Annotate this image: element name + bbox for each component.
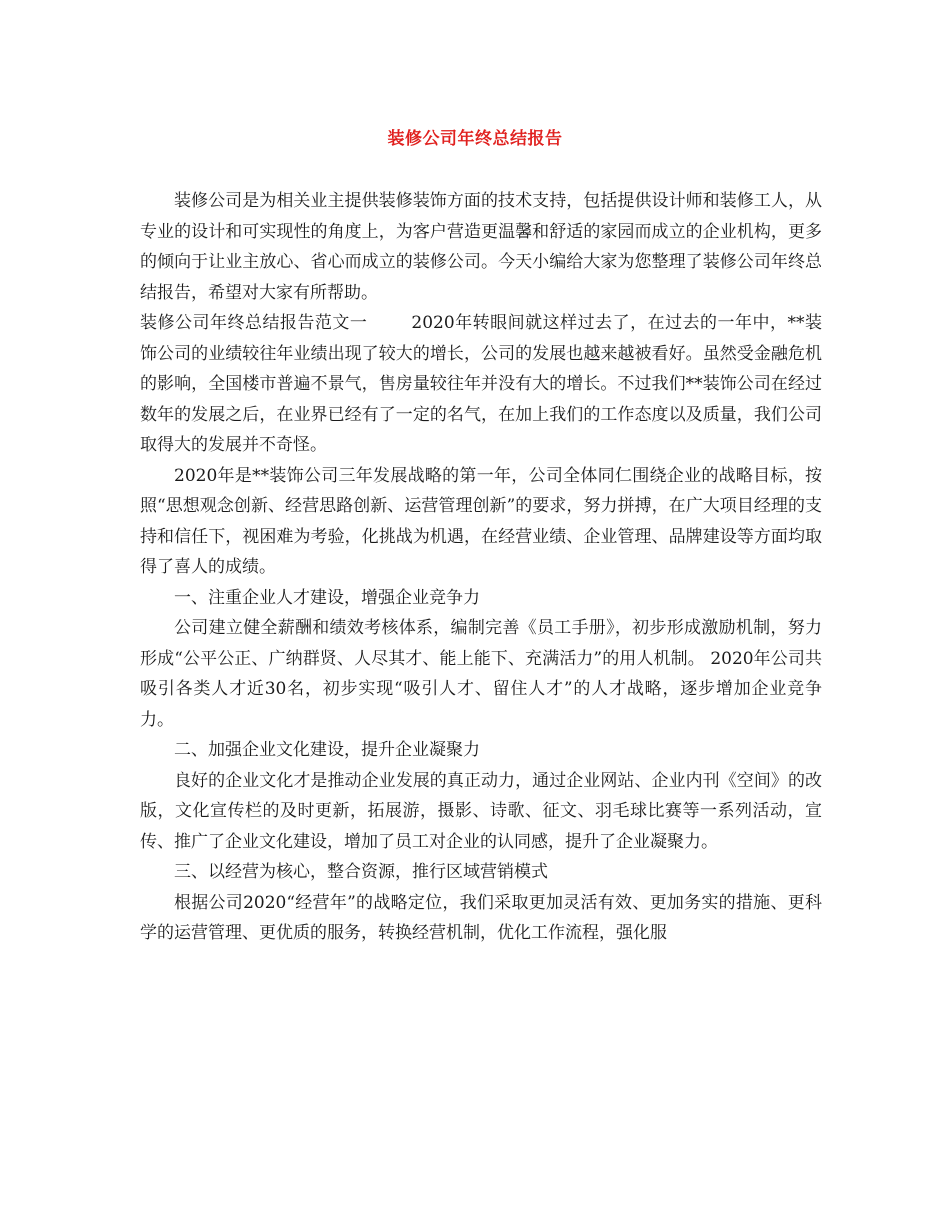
paragraph-sample-one: [140, 308, 822, 461]
paragraph-strategy: 2020年是**装饰公司三年发展战略的第一年，公司全体同仁围绕企业的战略目标，按照“思想观念创新、经营思路创新、运营管理创新”的要求，努力拼搏，在广大项目经理的支持和信任下，视困难为考验，化挑战为机遇，在经营业绩、企业管理、品牌建设等方面均取得了喜人的成绩。: [140, 465, 822, 577]
section-heading-talent: 一、注重企业人才建设，增强企业竞争力: [174, 587, 480, 608]
document-body: [140, 186, 822, 949]
paragraph-year-review: 2020年转眼间就这样过去了，在过去的一年中，**装饰公司的业绩较往年业绩出现了较大的增长，公司的发展也越来越被看好。虽然受金融危机的影响，全国楼市普遍不景气，售房量较往年并没有大的增长。不过我们**装饰公司在经过数年的发展之后，在业界已经有了一定的名气，在加上我们的工作态度以及质量，我们公司取得大的发展并不奇怪。: [140, 313, 823, 455]
section-heading-culture: 二、加强企业文化建设，提升企业凝聚力: [174, 740, 480, 760]
document-title: 装修公司年终总结报告: [387, 129, 563, 149]
section-heading-operations: 三、以经营为核心，整合资源，推行区域营销模式: [174, 862, 548, 882]
paragraph-operations: 根据公司2020“经营年”的战略定位，我们采取更加灵活有效、更加务实的措施、更科学的运营管理、更优质的服务，转换经营机制，优化工作流程，强化服: [140, 892, 822, 943]
sample-heading: 装修公司年终总结报告范文一: [140, 313, 368, 333]
paragraph-talent: 公司建立健全薪酬和绩效考核体系，编制完善《员工手册》，初步形成激励机制，努力形成“公平公正、广纳群贤、人尽其才、能上能下、充满活力”的用人机制。 2020年公司共吸引各类人才近30名，初步实现“吸引人才、留住人才”的人才战略，逐步增加企业竞争力。: [140, 618, 822, 730]
paragraph-intro: 装修公司是为相关业主提供装修装饰方面的技术支持，包括提供设计师和装修工人，从专业的设计和可实现性的角度上，为客户营造更温馨和舒适的家园而成立的企业机构，更多的倾向于让业主放心、省心而成立的装修公司。今天小编给大家为您整理了装修公司年终总结报告，希望对大家有所帮助。: [140, 191, 822, 303]
paragraph-culture: 良好的企业文化才是推动企业发展的真正动力，通过企业网站、企业内刊《空间》的改版，文化宣传栏的及时更新，拓展游，摄影、诗歌、征文、羽毛球比赛等一系列活动，宣传、推广了企业文化建设，增加了员工对企业的认同感，提升了企业凝聚力。: [140, 770, 822, 852]
